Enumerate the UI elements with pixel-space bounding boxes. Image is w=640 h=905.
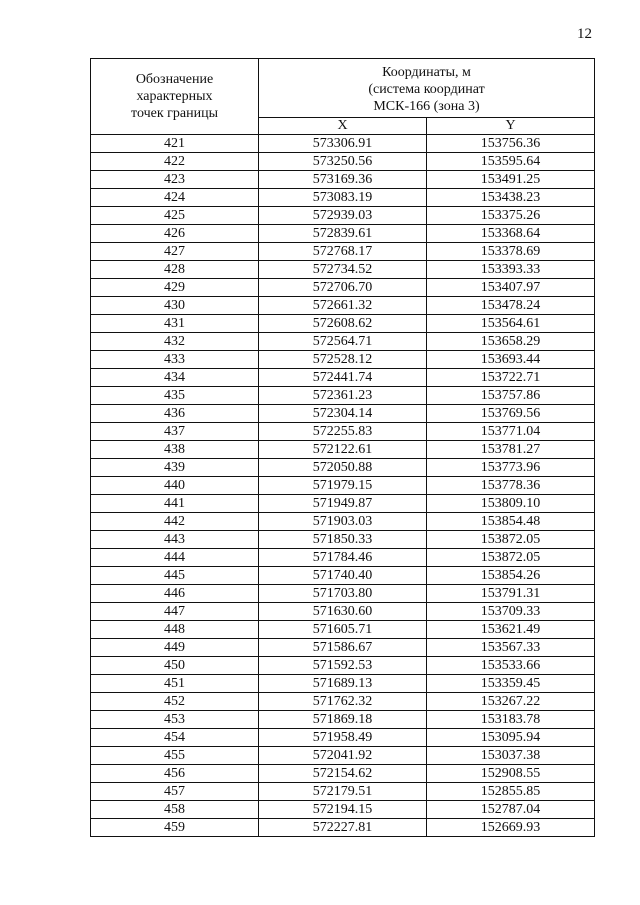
point-designation-header	[91, 59, 259, 135]
coords-header-line: Координаты, м	[382, 64, 471, 80]
x-coordinate-cell: 572734.52	[259, 261, 427, 279]
x-coordinate-cell: 572661.32	[259, 297, 427, 315]
y-coordinate-cell: 153709.33	[427, 603, 595, 621]
y-coordinate-cell: 153854.26	[427, 567, 595, 585]
y-coordinate-cell: 153771.04	[427, 423, 595, 441]
x-coordinate-cell: 573250.56	[259, 153, 427, 171]
x-coordinate-cell: 572528.12	[259, 351, 427, 369]
point-id-cell: 438	[91, 441, 259, 459]
page-number: 12	[577, 26, 592, 42]
point-id-cell: 435	[91, 387, 259, 405]
y-coordinate-cell: 153375.26	[427, 207, 595, 225]
point-id-cell: 427	[91, 243, 259, 261]
point-header-line: характерных	[136, 89, 213, 104]
table-row	[91, 801, 595, 819]
point-id-cell: 436	[91, 405, 259, 423]
x-coordinate-cell: 572304.14	[259, 405, 427, 423]
x-coordinate-cell: 572706.70	[259, 279, 427, 297]
y-coordinate-cell: 153769.56	[427, 405, 595, 423]
table-row	[91, 657, 595, 675]
point-id-cell: 424	[91, 189, 259, 207]
coordinates-table	[90, 58, 595, 837]
y-coordinate-cell: 153567.33	[427, 639, 595, 657]
x-coordinate-cell: 572608.62	[259, 315, 427, 333]
x-coordinate-cell: 571586.67	[259, 639, 427, 657]
point-id-cell: 453	[91, 711, 259, 729]
point-id-cell: 429	[91, 279, 259, 297]
point-id-cell: 445	[91, 567, 259, 585]
y-coordinate-cell: 153491.25	[427, 171, 595, 189]
x-coordinate-cell: 571869.18	[259, 711, 427, 729]
x-coordinate-cell: 572122.61	[259, 441, 427, 459]
y-coordinate-cell: 153359.45	[427, 675, 595, 693]
table-row	[91, 405, 595, 423]
y-coordinate-cell: 153621.49	[427, 621, 595, 639]
table-row	[91, 441, 595, 459]
point-id-cell: 430	[91, 297, 259, 315]
table-row	[91, 819, 595, 837]
y-coordinate-cell: 153407.97	[427, 279, 595, 297]
point-id-cell: 439	[91, 459, 259, 477]
point-id-cell: 448	[91, 621, 259, 639]
table-row	[91, 585, 595, 603]
table-row	[91, 207, 595, 225]
point-id-cell: 425	[91, 207, 259, 225]
table-row	[91, 297, 595, 315]
table-row	[91, 225, 595, 243]
y-coordinate-cell: 153781.27	[427, 441, 595, 459]
y-coordinate-cell: 152908.55	[427, 765, 595, 783]
point-id-cell: 433	[91, 351, 259, 369]
table-row	[91, 693, 595, 711]
table-row	[91, 135, 595, 153]
point-id-cell: 458	[91, 801, 259, 819]
x-coordinate-cell: 572227.81	[259, 819, 427, 837]
table-row	[91, 729, 595, 747]
x-coordinate-cell: 573083.19	[259, 189, 427, 207]
y-coordinate-cell: 153438.23	[427, 189, 595, 207]
x-coordinate-cell: 573306.91	[259, 135, 427, 153]
y-coordinate-cell: 153722.71	[427, 369, 595, 387]
x-coordinate-cell: 571605.71	[259, 621, 427, 639]
x-coordinate-cell: 571703.80	[259, 585, 427, 603]
point-id-cell: 441	[91, 495, 259, 513]
table-row	[91, 783, 595, 801]
x-column-header: X	[259, 118, 427, 135]
table-row	[91, 639, 595, 657]
y-coordinate-cell: 152669.93	[427, 819, 595, 837]
y-coordinate-cell: 153533.66	[427, 657, 595, 675]
point-id-cell: 459	[91, 819, 259, 837]
x-coordinate-cell: 571630.60	[259, 603, 427, 621]
point-id-cell: 437	[91, 423, 259, 441]
point-id-cell: 422	[91, 153, 259, 171]
point-id-cell: 442	[91, 513, 259, 531]
y-coordinate-cell: 153693.44	[427, 351, 595, 369]
point-id-cell: 428	[91, 261, 259, 279]
y-coordinate-cell: 153095.94	[427, 729, 595, 747]
table-header	[91, 59, 595, 135]
table-row	[91, 513, 595, 531]
x-coordinate-cell: 572768.17	[259, 243, 427, 261]
y-coordinate-cell: 153757.86	[427, 387, 595, 405]
point-id-cell: 456	[91, 765, 259, 783]
point-id-cell: 447	[91, 603, 259, 621]
y-coordinate-cell: 153183.78	[427, 711, 595, 729]
x-coordinate-cell: 572564.71	[259, 333, 427, 351]
table-row	[91, 333, 595, 351]
point-header-line: точек границы	[131, 106, 218, 121]
table-row	[91, 189, 595, 207]
x-coordinate-cell: 571592.53	[259, 657, 427, 675]
table-row	[91, 675, 595, 693]
table-row	[91, 531, 595, 549]
point-header-line: Обозначение	[135, 72, 214, 87]
y-column-header: Y	[427, 118, 595, 135]
coordinates-header	[259, 59, 595, 118]
y-coordinate-cell: 153267.22	[427, 693, 595, 711]
table-row	[91, 495, 595, 513]
coords-header-line: (система координат	[368, 81, 485, 97]
table-row	[91, 549, 595, 567]
x-coordinate-cell: 572361.23	[259, 387, 427, 405]
x-coordinate-cell: 572154.62	[259, 765, 427, 783]
table-row	[91, 423, 595, 441]
x-coordinate-cell: 572441.74	[259, 369, 427, 387]
table-row	[91, 747, 595, 765]
point-id-cell: 446	[91, 585, 259, 603]
y-coordinate-cell: 153378.69	[427, 243, 595, 261]
y-coordinate-cell: 153872.05	[427, 531, 595, 549]
point-id-cell: 423	[91, 171, 259, 189]
y-coordinate-cell: 153368.64	[427, 225, 595, 243]
coords-header-line: МСК-166 (зона 3)	[373, 98, 480, 114]
point-id-cell: 432	[91, 333, 259, 351]
y-coordinate-cell: 153809.10	[427, 495, 595, 513]
x-coordinate-cell: 571949.87	[259, 495, 427, 513]
y-coordinate-cell: 153791.31	[427, 585, 595, 603]
x-coordinate-cell: 571740.40	[259, 567, 427, 585]
x-coordinate-cell: 572050.88	[259, 459, 427, 477]
x-coordinate-cell: 572255.83	[259, 423, 427, 441]
table-body	[91, 135, 595, 837]
x-coordinate-cell: 571689.13	[259, 675, 427, 693]
point-id-cell: 440	[91, 477, 259, 495]
x-coordinate-cell: 572839.61	[259, 225, 427, 243]
table-row	[91, 243, 595, 261]
point-id-cell: 444	[91, 549, 259, 567]
point-id-cell: 455	[91, 747, 259, 765]
x-coordinate-cell: 572179.51	[259, 783, 427, 801]
point-id-cell: 431	[91, 315, 259, 333]
table-row	[91, 279, 595, 297]
x-coordinate-cell: 572194.15	[259, 801, 427, 819]
point-id-cell: 452	[91, 693, 259, 711]
table-row	[91, 171, 595, 189]
y-coordinate-cell: 153854.48	[427, 513, 595, 531]
point-id-cell: 450	[91, 657, 259, 675]
table-row	[91, 621, 595, 639]
y-coordinate-cell: 153478.24	[427, 297, 595, 315]
table-row	[91, 369, 595, 387]
y-coordinate-cell: 153595.64	[427, 153, 595, 171]
point-id-cell: 454	[91, 729, 259, 747]
x-coordinate-cell: 571784.46	[259, 549, 427, 567]
y-coordinate-cell: 153393.33	[427, 261, 595, 279]
y-coordinate-cell: 153658.29	[427, 333, 595, 351]
table-row	[91, 711, 595, 729]
table-row	[91, 765, 595, 783]
table-row	[91, 477, 595, 495]
table-row	[91, 567, 595, 585]
point-id-cell: 443	[91, 531, 259, 549]
y-coordinate-cell: 153778.36	[427, 477, 595, 495]
y-coordinate-cell: 153037.38	[427, 747, 595, 765]
x-coordinate-cell: 572939.03	[259, 207, 427, 225]
point-id-cell: 434	[91, 369, 259, 387]
y-coordinate-cell: 153564.61	[427, 315, 595, 333]
point-id-cell: 421	[91, 135, 259, 153]
x-coordinate-cell: 571979.15	[259, 477, 427, 495]
x-coordinate-cell: 571903.03	[259, 513, 427, 531]
table-row	[91, 351, 595, 369]
y-coordinate-cell: 153756.36	[427, 135, 595, 153]
x-coordinate-cell: 571762.32	[259, 693, 427, 711]
x-coordinate-cell: 572041.92	[259, 747, 427, 765]
x-coordinate-cell: 571958.49	[259, 729, 427, 747]
y-coordinate-cell: 153872.05	[427, 549, 595, 567]
x-coordinate-cell: 571850.33	[259, 531, 427, 549]
table-row	[91, 153, 595, 171]
point-id-cell: 451	[91, 675, 259, 693]
table-row	[91, 261, 595, 279]
point-id-cell: 426	[91, 225, 259, 243]
y-coordinate-cell: 152855.85	[427, 783, 595, 801]
table-row	[91, 603, 595, 621]
y-coordinate-cell: 153773.96	[427, 459, 595, 477]
y-coordinate-cell: 152787.04	[427, 801, 595, 819]
point-id-cell: 449	[91, 639, 259, 657]
point-id-cell: 457	[91, 783, 259, 801]
table-row	[91, 459, 595, 477]
table-row	[91, 387, 595, 405]
x-coordinate-cell: 573169.36	[259, 171, 427, 189]
table-row	[91, 315, 595, 333]
